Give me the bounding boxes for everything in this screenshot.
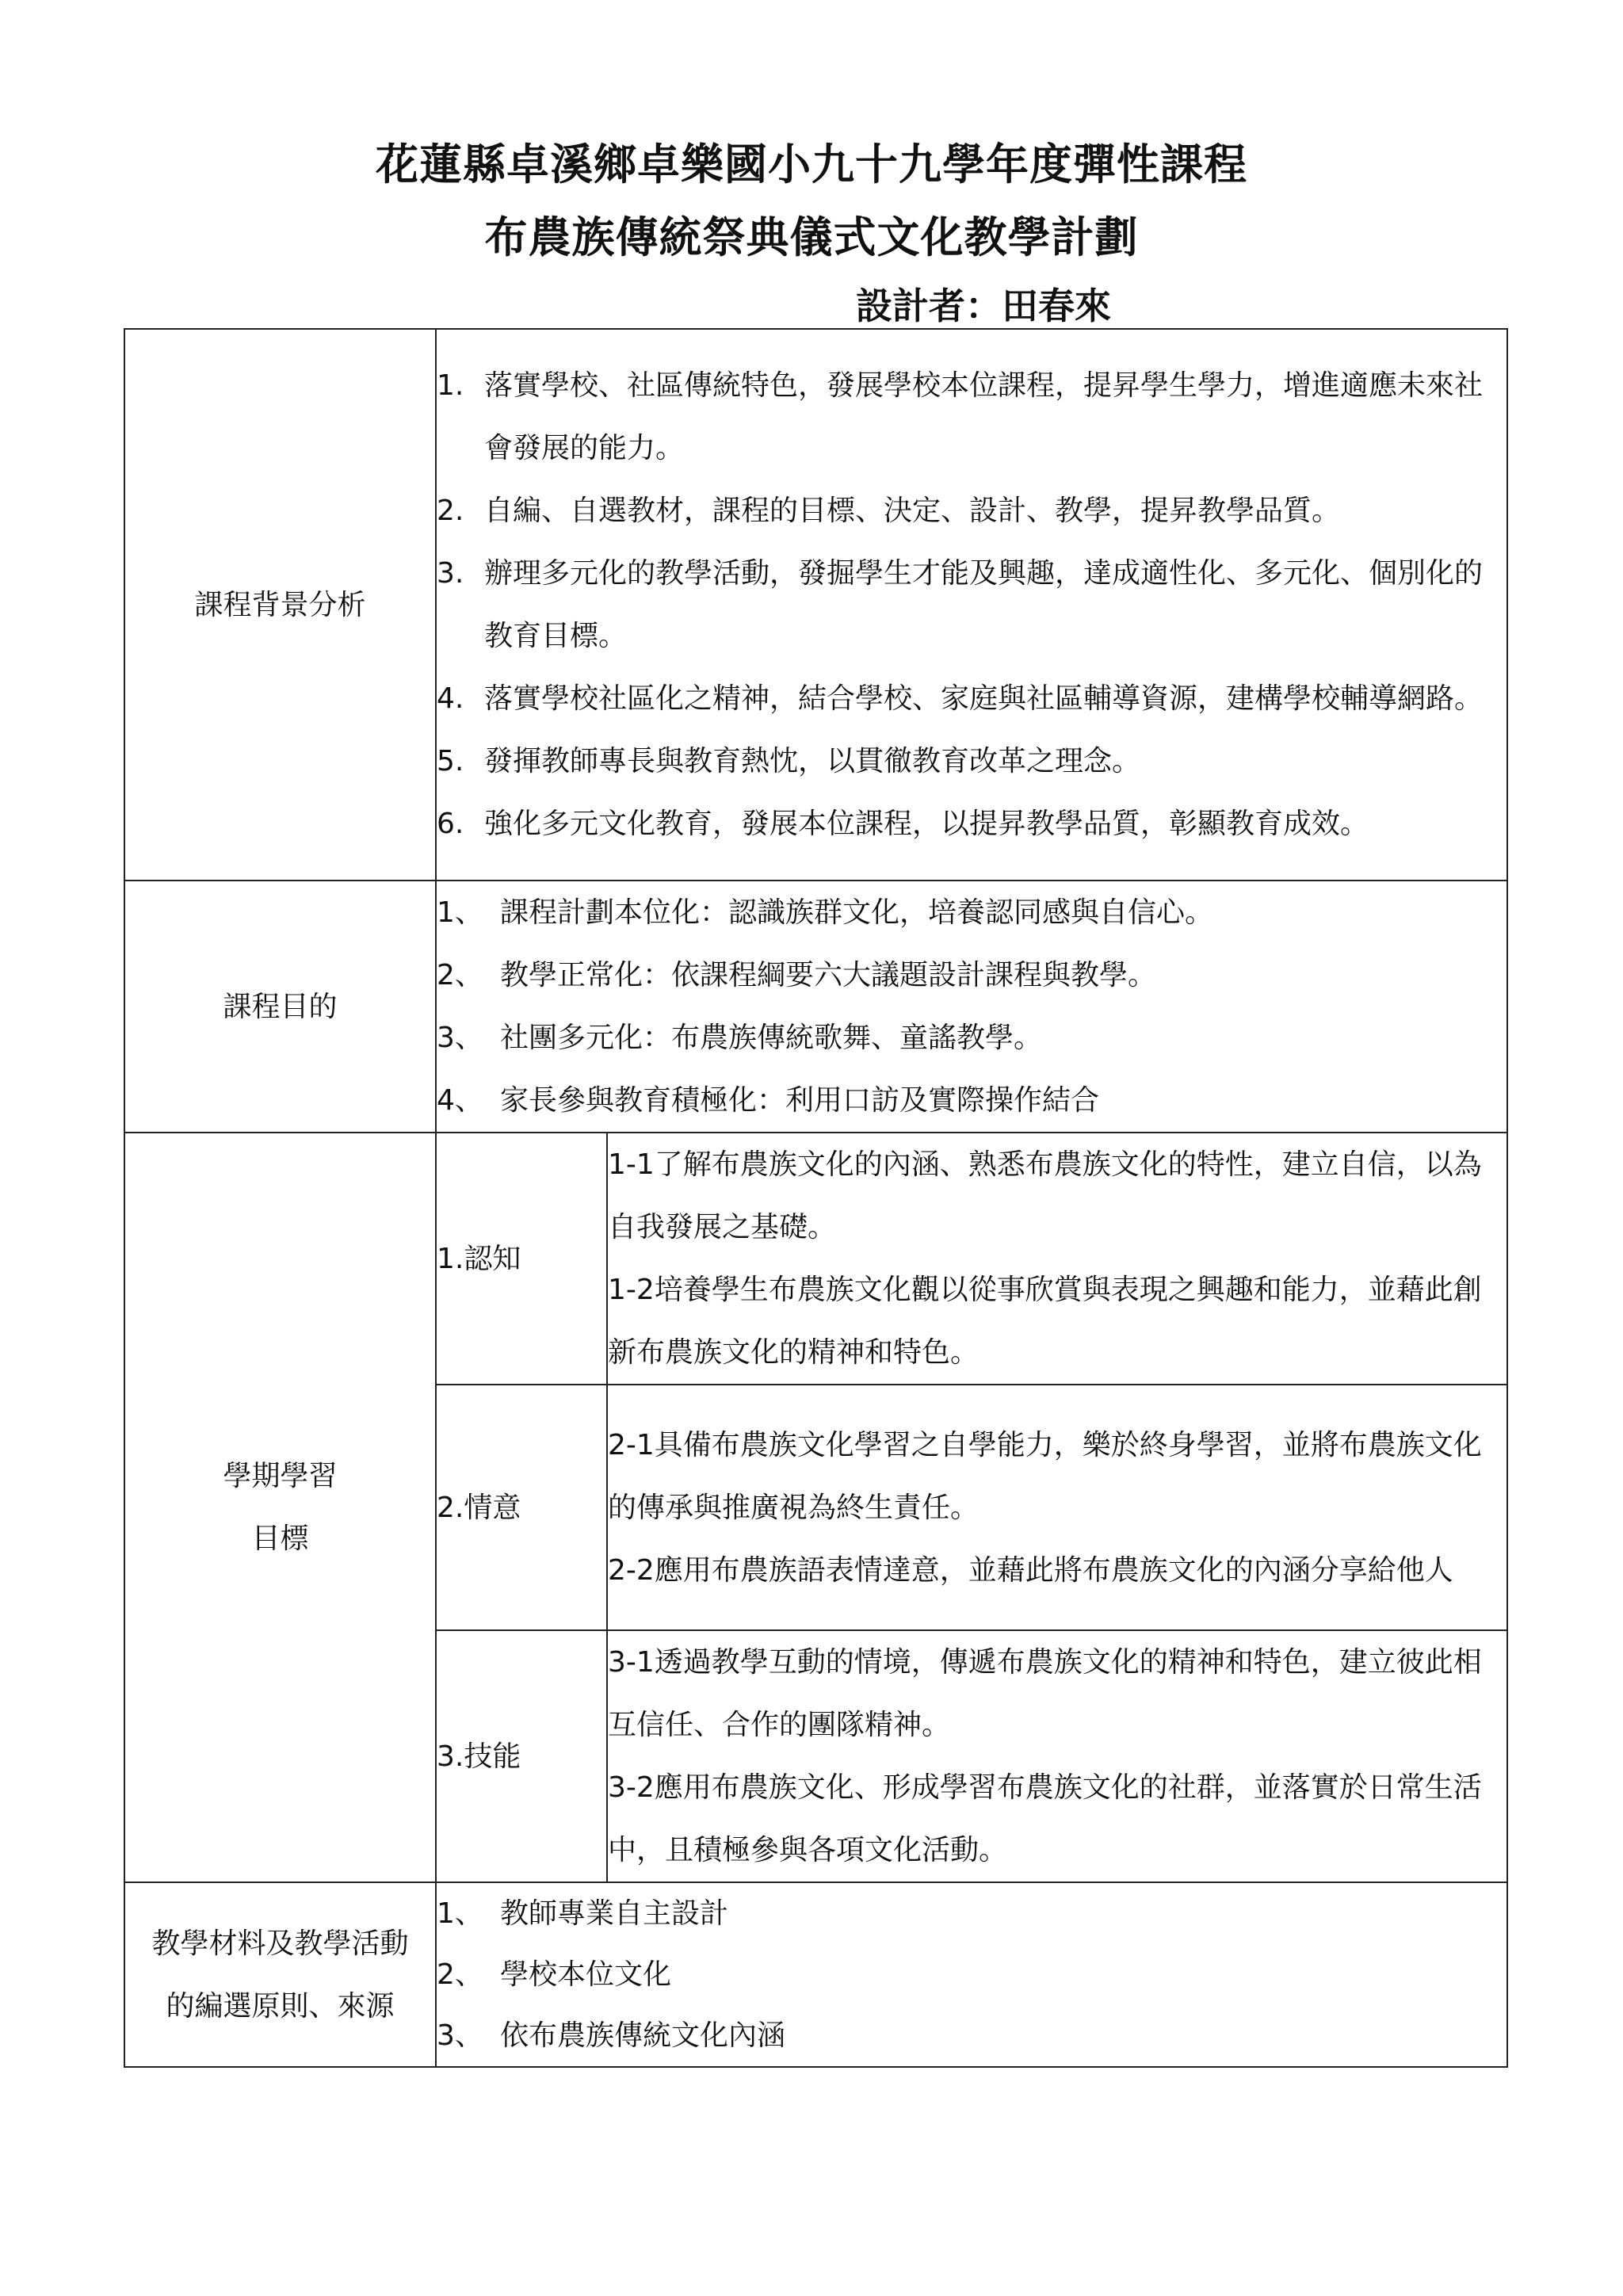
document-title: 花蓮縣卓溪鄉卓樂國小九十九學年度彈性課程 bbox=[376, 139, 1247, 189]
materials-label-line1: 教學材料及教學活動 bbox=[151, 1927, 409, 1960]
item-number: 1、 bbox=[437, 1897, 483, 1930]
list-item bbox=[437, 1007, 1507, 1069]
item-text: 學校本位文化 bbox=[500, 1958, 672, 1991]
goal-item: 1-1了解布農族文化的內涵、熟悉布農族文化的特性，建立自信，以為自我發展之基礎。 bbox=[608, 1148, 1482, 1244]
item-number: 3、 bbox=[437, 1022, 483, 1054]
document-subtitle: 布農族傳統祭典儀式文化教學計劃 bbox=[484, 212, 1139, 262]
goal-category-skills: 3.技能 bbox=[436, 1630, 607, 1882]
background-label: 課程背景分析 bbox=[124, 329, 436, 881]
list-item bbox=[437, 730, 1507, 793]
item-text: 落實學校、社區傳統特色，發展學校本位課程，提昇學生學力，增進適應未來社會發展的能力。 bbox=[484, 369, 1484, 464]
list-item bbox=[437, 793, 1507, 855]
purpose-label: 課程目的 bbox=[124, 881, 436, 1133]
materials-label bbox=[124, 1882, 436, 2067]
goal-items-affective bbox=[607, 1385, 1507, 1630]
list-item bbox=[437, 944, 1507, 1007]
list-item bbox=[437, 354, 1507, 479]
list-item bbox=[437, 1069, 1507, 1132]
item-number: 2、 bbox=[437, 959, 483, 991]
goal-item: 2-2應用布農族語表情達意，並藉此將布農族文化的內涵分享給他人 bbox=[608, 1553, 1453, 1587]
item-text: 辦理多元化的教學活動，發掘學生才能及興趣，達成適性化、多元化、個別化的教育目標。 bbox=[484, 557, 1484, 652]
item-number: 4. bbox=[437, 682, 464, 715]
item-text: 強化多元文化教育，發展本位課程，以提昇教學品質，彰顯教育成效。 bbox=[484, 808, 1369, 840]
materials-row bbox=[124, 1882, 1507, 2067]
goal-items-skills bbox=[607, 1630, 1507, 1882]
purpose-row bbox=[124, 881, 1507, 1133]
item-text: 依布農族傳統文化內涵 bbox=[500, 2019, 786, 2052]
curriculum-plan-table bbox=[124, 328, 1508, 2068]
goal-item: 3-1透過教學互動的情境，傳遞布農族文化的精神和特色，建立彼此相互信任、合作的團隊精神。 bbox=[608, 1646, 1482, 1741]
item-text: 教學正常化：依課程綱要六大議題設計課程與教學。 bbox=[500, 959, 1157, 991]
goals-row bbox=[124, 1133, 1507, 1385]
item-text: 家長參與教育積極化：利用口訪及實際操作結合 bbox=[500, 1084, 1100, 1117]
goals-label-line1: 學期學習 bbox=[223, 1460, 338, 1492]
list-item bbox=[437, 542, 1507, 667]
background-content bbox=[436, 329, 1507, 881]
list-item bbox=[437, 1883, 1507, 1944]
goal-item: 3-2應用布農族文化、形成學習布農族文化的社群，並落實於日常生活中，且積極參與各項文化活動。 bbox=[608, 1771, 1482, 1866]
item-number: 3. bbox=[437, 557, 464, 590]
goals-label bbox=[124, 1133, 436, 1882]
list-item bbox=[437, 667, 1507, 730]
goal-item: 2-1具備布農族文化學習之自學能力，樂於終身學習，並將布農族文化的傳承與推廣視為終生責任。 bbox=[608, 1428, 1482, 1524]
goal-item: 1-2培養學生布農族文化觀以從事欣賞與表現之興趣和能力，並藉此創新布農族文化的精神和特色。 bbox=[608, 1274, 1482, 1369]
item-number: 5. bbox=[437, 745, 464, 777]
item-text: 落實學校社區化之精神，結合學校、家庭與社區輔導資源，建構學校輔導網路。 bbox=[484, 682, 1484, 715]
materials-content bbox=[436, 1882, 1507, 2067]
goal-category-cognitive: 1.認知 bbox=[436, 1133, 607, 1385]
item-text: 發揮教師專長與教育熱忱，以貫徹教育改革之理念。 bbox=[484, 745, 1141, 777]
background-row bbox=[124, 329, 1507, 881]
item-number: 1. bbox=[437, 369, 464, 402]
list-item bbox=[437, 2005, 1507, 2066]
goal-items-cognitive bbox=[607, 1133, 1507, 1385]
item-number: 2. bbox=[437, 495, 464, 527]
item-text: 教師專業自主設計 bbox=[500, 1897, 729, 1930]
item-text: 課程計劃本位化：認識族群文化，培養認同感與自信心。 bbox=[500, 896, 1214, 929]
item-number: 2、 bbox=[437, 1958, 483, 1991]
item-number: 3、 bbox=[437, 2019, 483, 2052]
designer-credit: 設計者：田春來 bbox=[856, 285, 1111, 327]
item-number: 1、 bbox=[437, 896, 483, 929]
list-item bbox=[437, 1944, 1507, 2005]
goals-label-line2: 目標 bbox=[251, 1522, 309, 1555]
item-number: 6. bbox=[437, 808, 464, 840]
item-text: 自編、自選教材，課程的目標、決定、設計、教學，提昇教學品質。 bbox=[484, 495, 1341, 527]
goal-category-affective: 2.情意 bbox=[436, 1385, 607, 1630]
item-text: 社團多元化：布農族傳統歌舞、童謠教學。 bbox=[500, 1022, 1043, 1054]
purpose-content bbox=[436, 881, 1507, 1133]
list-item bbox=[437, 881, 1507, 944]
materials-label-line2: 的編選原則、來源 bbox=[166, 1989, 395, 2023]
list-item bbox=[437, 479, 1507, 542]
item-number: 4、 bbox=[437, 1084, 483, 1117]
